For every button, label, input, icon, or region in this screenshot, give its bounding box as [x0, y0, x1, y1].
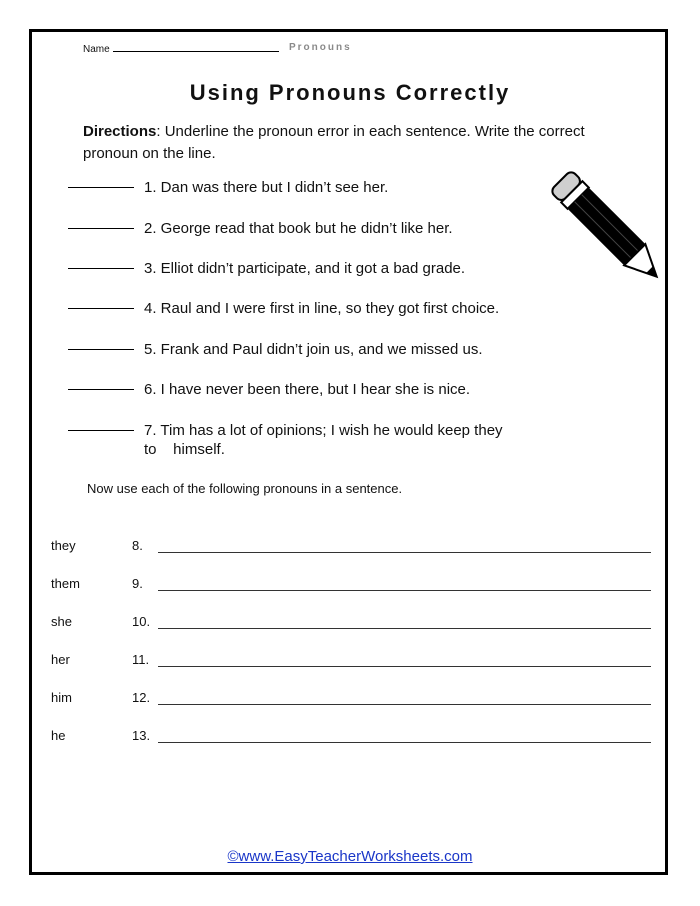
- exercise-item: [68, 178, 584, 197]
- answer-blank[interactable]: [68, 178, 134, 188]
- exercise-item: [68, 299, 584, 318]
- sentence-line[interactable]: [158, 690, 651, 705]
- item-number: 13.: [132, 728, 151, 743]
- exercise-item: [68, 421, 584, 459]
- pronoun-word: she: [51, 614, 72, 629]
- exercise-item: [68, 219, 584, 238]
- item-number: 9.: [132, 576, 143, 591]
- exercise-item: [68, 259, 584, 278]
- directions-text: : Underline the pronoun error in each sentence. Write the correct pronoun on the line.: [83, 123, 585, 162]
- footer-link[interactable]: ©www.EasyTeacherWorksheets.com: [227, 848, 473, 865]
- exercise-sentence: 3. Elliot didn’t participate, and it got a bad grade.: [144, 260, 466, 277]
- worksheet-title: Using Pronouns Correctly: [189, 80, 511, 105]
- name-label: Name: [83, 44, 110, 55]
- pronoun-word: her: [51, 652, 70, 667]
- pronoun-word: him: [51, 690, 72, 705]
- pronoun-word: them: [51, 576, 80, 591]
- exercise-sentence: 4. Raul and I were first in line, so they got first choice.: [144, 300, 500, 317]
- sentence-line[interactable]: [158, 652, 651, 667]
- sentence-row: [51, 538, 651, 553]
- exercise-sentence: 5. Frank and Paul didn’t join us, and we missed us.: [144, 341, 483, 358]
- exercise-sentence: 6. I have never been there, but I hear she is nice.: [144, 381, 471, 398]
- answer-blank[interactable]: [68, 380, 134, 390]
- pronoun-word: he: [51, 728, 66, 743]
- sentence-line[interactable]: [158, 728, 651, 743]
- pencil-icon: [548, 168, 673, 293]
- answer-blank[interactable]: [68, 421, 134, 431]
- exercise-sentence: 7. Tim has a lot of opinions; I wish he would keep they to himself.: [144, 422, 503, 458]
- answer-blank[interactable]: [68, 219, 134, 229]
- pronoun-word: they: [51, 538, 76, 553]
- sentence-row: [51, 614, 651, 629]
- item-number: 10.: [132, 614, 151, 629]
- item-number: 11.: [132, 652, 150, 667]
- exercise-item: [68, 340, 584, 359]
- exercise-sentence: 2. George read that book but he didn’t like her.: [144, 220, 453, 237]
- name-line[interactable]: [113, 42, 279, 52]
- sentence-line[interactable]: [158, 538, 651, 553]
- sentence-row: [51, 690, 651, 705]
- sentence-row: [51, 576, 651, 591]
- item-number: 8.: [132, 538, 143, 553]
- answer-blank[interactable]: [68, 259, 134, 269]
- answer-blank[interactable]: [68, 299, 134, 309]
- subject-label: Pronouns: [289, 42, 352, 53]
- sentence-line[interactable]: [158, 576, 651, 591]
- exercise-item: [68, 380, 584, 399]
- item-number: 12.: [132, 690, 151, 705]
- sentence-row: [51, 728, 651, 743]
- sentence-row: [51, 652, 651, 667]
- answer-blank[interactable]: [68, 340, 134, 350]
- directions-label: Directions: [83, 123, 157, 140]
- name-field: [83, 42, 279, 55]
- directions: [83, 121, 623, 165]
- exercise-sentence: 1. Dan was there but I didn’t see her.: [144, 179, 389, 196]
- sentence-line[interactable]: [158, 614, 651, 629]
- instruction-text: Now use each of the following pronouns in a sentence.: [87, 481, 403, 496]
